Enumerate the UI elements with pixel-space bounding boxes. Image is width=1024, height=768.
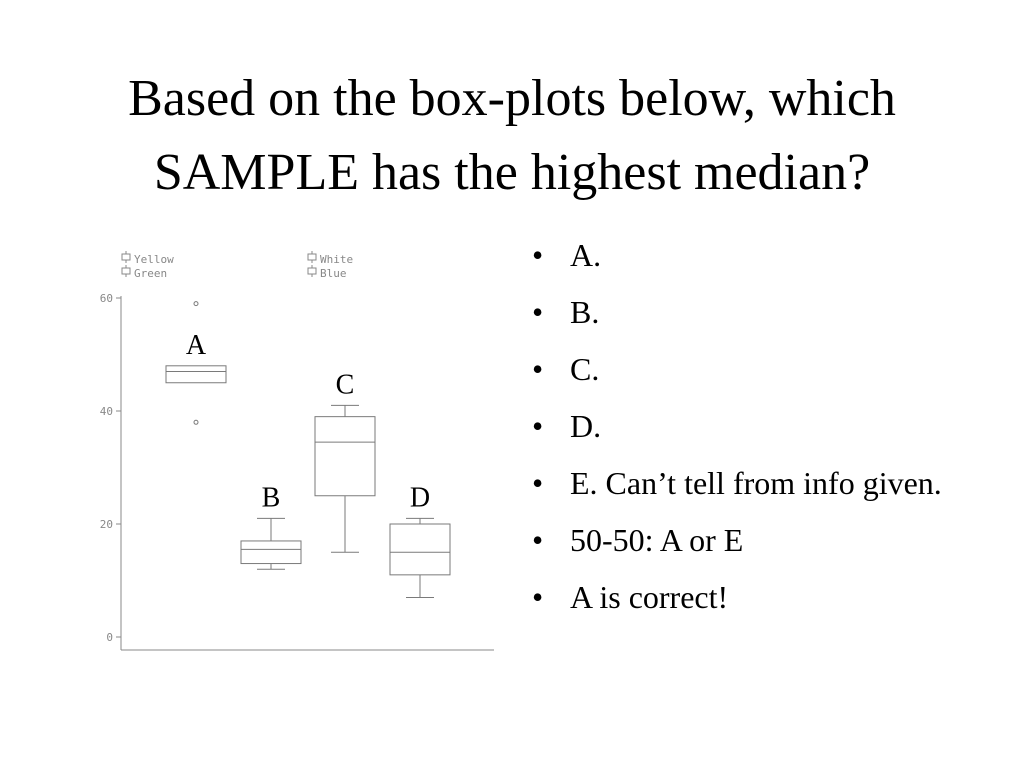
box-label: A	[185, 329, 207, 361]
option-text: D.	[570, 408, 602, 444]
option-text: A is correct!	[570, 579, 729, 615]
option-text: B.	[570, 294, 600, 330]
box-iqr	[390, 524, 450, 575]
legend-label: Blue	[320, 267, 347, 280]
bullet-icon: •	[532, 522, 544, 558]
outlier-point	[194, 302, 198, 306]
option-text: 50-50: A or E	[570, 522, 744, 558]
option-answer	[528, 574, 968, 620]
box-iqr	[315, 417, 375, 496]
bullet-icon: •	[532, 579, 544, 615]
option-text: C.	[570, 351, 600, 387]
option-hint	[528, 517, 968, 563]
option-text: E. Can’t tell from info given.	[570, 465, 942, 501]
y-tick-label: 40	[99, 405, 113, 418]
bullet-icon: •	[532, 294, 544, 330]
legend-label: White	[320, 253, 354, 266]
legend-box-icon	[122, 268, 130, 274]
answer-options	[528, 232, 968, 631]
box-iqr	[241, 541, 301, 564]
box-label: B	[261, 482, 281, 514]
legend-label: Yellow	[134, 253, 174, 266]
bullet-icon: •	[532, 408, 544, 444]
box-label: D	[409, 482, 431, 514]
outlier-point	[194, 420, 198, 424]
box-label: C	[335, 369, 355, 401]
option-b	[528, 289, 968, 335]
y-tick-label: 60	[99, 292, 113, 305]
bullet-icon: •	[532, 351, 544, 387]
box-plot-svg	[0, 240, 510, 670]
y-tick-label: 0	[106, 631, 113, 644]
legend-box-icon	[122, 254, 130, 260]
option-e	[528, 460, 968, 506]
bullet-icon: •	[532, 465, 544, 501]
option-c	[528, 346, 968, 392]
bullet-icon: •	[532, 237, 544, 273]
y-tick-label: 20	[99, 518, 113, 531]
legend-box-icon	[308, 254, 316, 260]
legend-box-icon	[308, 268, 316, 274]
title-line-1: Based on the box-plots below, which	[128, 70, 896, 127]
title-line-2: SAMPLE has the highest median?	[153, 144, 871, 201]
option-text: A.	[570, 237, 602, 273]
box-plot-chart	[0, 240, 510, 670]
slide-title	[0, 62, 1024, 210]
option-a	[528, 232, 968, 278]
option-d	[528, 403, 968, 449]
box-iqr	[166, 366, 226, 383]
legend-label: Green	[134, 267, 168, 280]
